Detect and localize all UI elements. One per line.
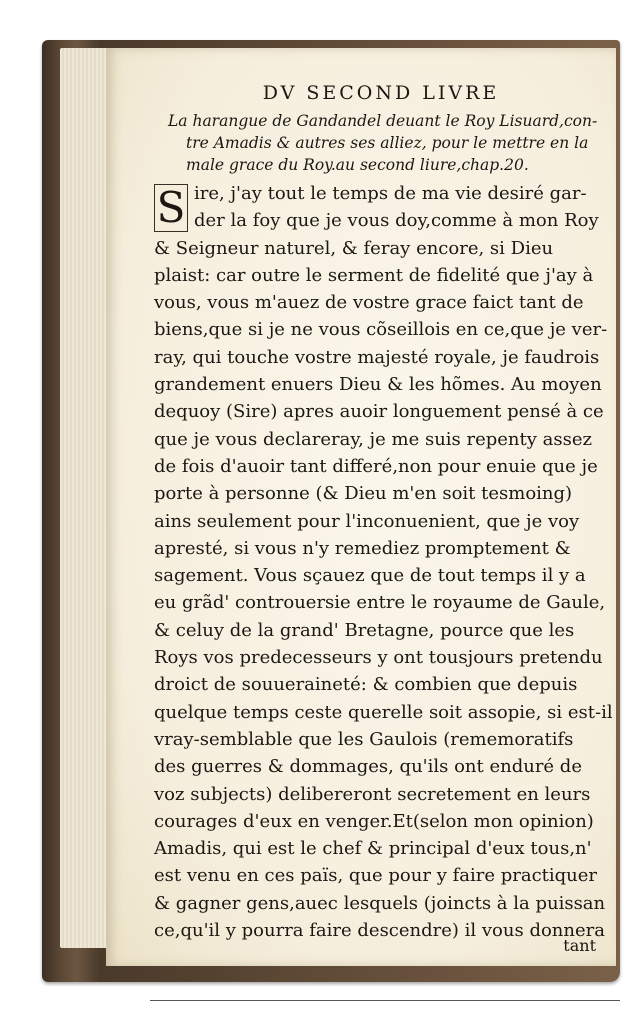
- catchword: tant: [563, 936, 596, 955]
- chapter-title-line: male grace du Roy.au second liure,chap.20.: [186, 156, 529, 174]
- text-line: courages d'eux en venger.Et(selon mon opinion): [154, 810, 594, 832]
- text-line: de fois d'auoir tant differé,non pour enuie que je: [154, 455, 598, 477]
- text-line: apresté, si vous n'y remediez promptement &: [154, 537, 571, 559]
- text-line: Amadis, qui est le chef & principal d'eux tous,n': [154, 838, 592, 860]
- text-line: que je vous declareray, je me suis repenty assez: [154, 428, 592, 450]
- text-line: dequoy (Sire) apres auoir longuement pensé à ce: [154, 401, 604, 423]
- drop-cap: S: [154, 184, 188, 232]
- running-head: DV SECOND LIVRE: [262, 82, 500, 104]
- text-line: & celuy de la grand' Bretagne, pource que les: [154, 619, 575, 641]
- text-line: der la foy que je vous doy,comme à mon Roy: [194, 210, 599, 232]
- body-text: [154, 180, 616, 944]
- text-line: porte à personne (& Dieu m'en soit tesmoing): [154, 483, 573, 505]
- text-line: sagement. Vous sçauez que de tout temps il y a: [154, 565, 586, 587]
- chapter-title: [168, 110, 616, 176]
- text-line: ce,qu'il y pourra faire descendre) il vous donnera: [154, 920, 605, 942]
- chapter-title-line: tre Amadis & autres ses alliez, pour le mettre en la: [186, 134, 589, 152]
- text-line: voz subjects) delibereront secretement en leurs: [154, 783, 591, 805]
- chapter-title-line: La harangue de Gandandel deuant le Roy Lisuard,con-: [168, 112, 598, 130]
- text-line: est venu en ces païs, que pour y faire practiquer: [154, 865, 598, 887]
- text-line: & Seigneur naturel, & feray encore, si Dieu: [154, 237, 554, 259]
- text-line: grandement enuers Dieu & les hõmes. Au moyen: [154, 374, 602, 396]
- text-line: plaist: car outre le serment de fidelité que j'ay à: [154, 264, 594, 286]
- text-line: droict de souueraineté: & combien que depuis: [154, 674, 578, 696]
- bottom-rule: [150, 1000, 620, 1001]
- text-line: ire, j'ay tout le temps de ma vie desiré gar-: [194, 183, 587, 204]
- text-line: eu grãd' controuersie entre le royaume de Gaule,: [154, 592, 606, 614]
- text-line: des guerres & dommages, qu'ils ont enduré de: [154, 756, 582, 778]
- text-line: Roys vos predecesseurs y ont tousjours pretendu: [154, 647, 603, 669]
- text-line: & gagner gens,auec lesquels (joincts à la puissan: [154, 892, 606, 914]
- page-edges: [60, 48, 112, 948]
- text-line: ray, qui touche vostre majesté royale, je faudrois: [154, 346, 600, 368]
- text-line: vous, vous m'auez de vostre grace faict tant de: [154, 292, 584, 314]
- text-line: biens,que si je ne vous cõseillois en ce,que je ver-: [154, 319, 608, 341]
- text-line: quelque temps ceste querelle soit assopie, si est-il: [154, 701, 613, 723]
- text-line: vray-semblable que les Gaulois (rememoratifs: [154, 728, 574, 750]
- text-line: ains seulement pour l'inconuenient, que je voy: [154, 510, 580, 532]
- book-page: [106, 48, 616, 966]
